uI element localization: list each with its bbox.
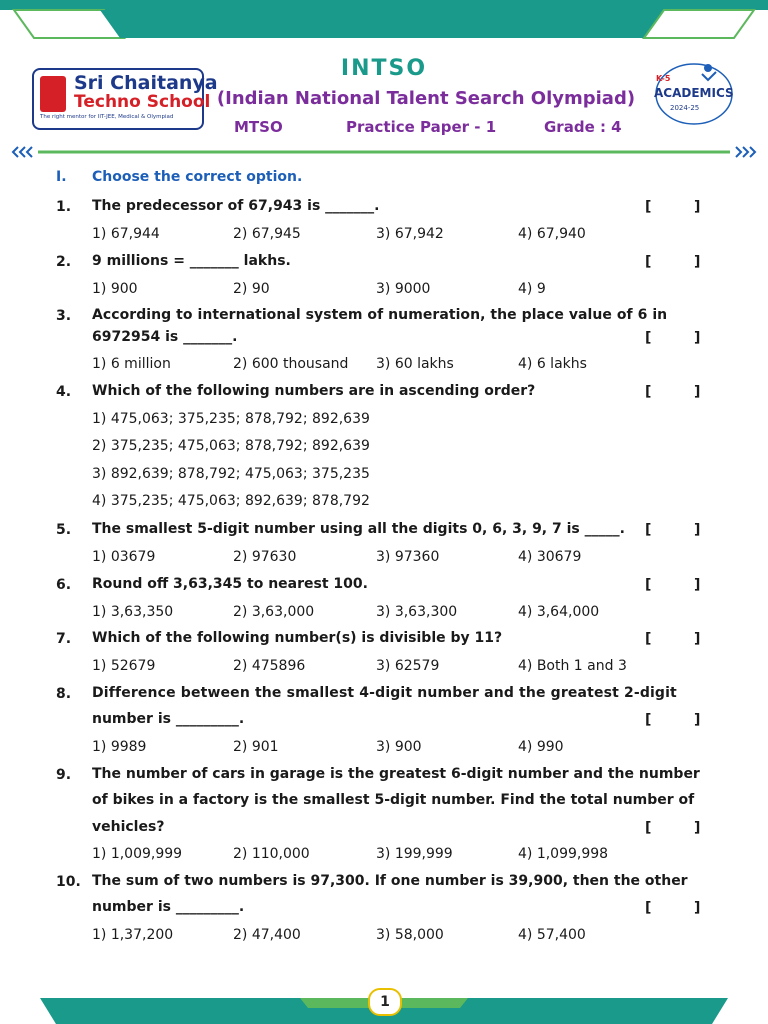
question-text: Which of the following numbers are in ascending order? [92,383,536,399]
option-2: 2) 3,63,000 [233,604,315,620]
badge-k5-text: K-5 [656,74,671,83]
option-4: 4) 30679 [518,549,582,565]
option-2: 2) 110,000 [233,846,310,862]
answer-bracket-right: ] [694,900,701,916]
option-1: 1) 9989 [92,739,147,755]
option-1: 1) 900 [92,281,138,297]
question-number: 1. [56,199,72,215]
option-3: 3) 67,942 [376,226,444,242]
option-4: 4) 3,64,000 [518,604,600,620]
answer-bracket-right: ] [694,384,701,400]
answer-bracket-right: ] [694,820,701,836]
option-2: 2) 475896 [233,658,306,674]
option-2: 2) 90 [233,281,270,297]
option-2: 2) 600 thousand [233,356,349,372]
option-3: 3) 60 lakhs [376,356,454,372]
question-text-line2: of bikes in a factory is the smallest 5-digit number. Find the total number of [92,792,695,808]
option-3: 3) 892,639; 878,792; 475,063; 375,235 [92,466,370,482]
answer-bracket-left: [ [645,577,652,593]
question-text: 9 millions = _______ lakhs. [92,253,291,269]
option-3: 3) 62579 [376,658,440,674]
answer-bracket-right: ] [694,577,701,593]
question-number: 3. [56,308,72,324]
question-text-line2: number is _________. [92,711,245,727]
answer-bracket-left: [ [645,384,652,400]
option-4: 4) 67,940 [518,226,586,242]
option-1: 1) 6 million [92,356,171,372]
answer-bracket-left: [ [645,631,652,647]
exam-short-title: INTSO [340,56,428,81]
question-text: Which of the following number(s) is divisible by 11? [92,630,503,646]
answer-bracket-left: [ [645,820,652,836]
option-3: 3) 199,999 [376,846,453,862]
option-4: 4) 9 [518,281,546,297]
answer-bracket-right: ] [694,254,701,270]
answer-bracket-left: [ [645,199,652,215]
question-number: 7. [56,631,72,647]
question-number: 8. [56,686,72,702]
grade-label: Grade : 4 [544,118,622,136]
option-3: 3) 3,63,300 [376,604,458,620]
question-text-line1: The sum of two numbers is 97,300. If one number is 39,900, then the other [92,873,688,889]
option-2: 2) 97630 [233,549,297,565]
option-4: 4) 6 lakhs [518,356,587,372]
answer-bracket-right: ] [694,631,701,647]
page-number: 1 [368,988,402,1016]
option-1: 1) 3,63,350 [92,604,174,620]
paper-label: Practice Paper - 1 [346,118,497,136]
logo-tagline: The right mentor for IIT-JEE, Medical & Olympiad [40,114,174,120]
option-2: 2) 901 [233,739,279,755]
option-2: 2) 47,400 [233,927,301,943]
option-1: 1) 03679 [92,549,156,565]
answer-bracket-right: ] [694,330,701,346]
answer-bracket-left: [ [645,712,652,728]
section-title: Choose the correct option. [92,169,303,185]
answer-bracket-right: ] [694,199,701,215]
option-1: 1) 1,37,200 [92,927,174,943]
question-number: 6. [56,577,72,593]
question-number: 2. [56,254,72,270]
option-3: 3) 97360 [376,549,440,565]
right-chevrons-icon [736,147,755,157]
header-divider [8,144,760,160]
question-text-line1: According to international system of numeration, the place value of 6 in [92,307,668,323]
option-2: 2) 375,235; 475,063; 878,792; 892,639 [92,438,370,454]
answer-bracket-left: [ [645,330,652,346]
option-1: 1) 475,063; 375,235; 878,792; 892,639 [92,411,370,427]
question-number: 10. [56,874,81,890]
question-text: The predecessor of 67,943 is _______. [92,198,380,214]
question-text-line3: vehicles? [92,819,165,835]
answer-bracket-right: ] [694,712,701,728]
option-3: 3) 900 [376,739,422,755]
question-text-line2: 6972954 is _______. [92,329,238,345]
option-4: 4) 990 [518,739,564,755]
badge-year-text: 2024-25 [670,104,700,112]
option-1: 1) 52679 [92,658,156,674]
academics-badge [650,58,734,128]
question-text-line2: number is _________. [92,899,245,915]
question-text: The smallest 5-digit number using all the digits 0, 6, 3, 9, 7 is _____. [92,521,625,537]
question-number: 4. [56,384,72,400]
logo-name-line1: Sri Chaitanya [74,72,218,94]
option-3: 3) 58,000 [376,927,444,943]
option-4: 4) 1,099,998 [518,846,609,862]
subject-label: MTSO [234,118,283,136]
option-4: 4) 375,235; 475,063; 892,639; 878,792 [92,493,370,509]
answer-bracket-left: [ [645,254,652,270]
exam-full-title: (Indian National Talent Search Olympiad) [216,88,636,109]
option-2: 2) 67,945 [233,226,301,242]
question-number: 9. [56,767,72,783]
option-1: 1) 1,009,999 [92,846,183,862]
option-4: 4) 57,400 [518,927,586,943]
option-3: 3) 9000 [376,281,431,297]
answer-bracket-left: [ [645,900,652,916]
question-text-line1: The number of cars in garage is the greatest 6-digit number and the number [92,766,700,782]
left-chevrons-icon [13,147,32,157]
answer-bracket-left: [ [645,522,652,538]
section-number: I. [56,169,67,185]
option-1: 1) 67,944 [92,226,160,242]
top-decorative-band [0,0,768,48]
question-text: Round off 3,63,345 to nearest 100. [92,576,368,592]
badge-main-text: ACADEMICS [654,86,734,100]
option-4: 4) Both 1 and 3 [518,658,627,674]
question-number: 5. [56,522,72,538]
logo-name-line2: Techno School [74,92,211,112]
question-text-line1: Difference between the smallest 4-digit number and the greatest 2-digit [92,685,677,701]
answer-bracket-right: ] [694,522,701,538]
